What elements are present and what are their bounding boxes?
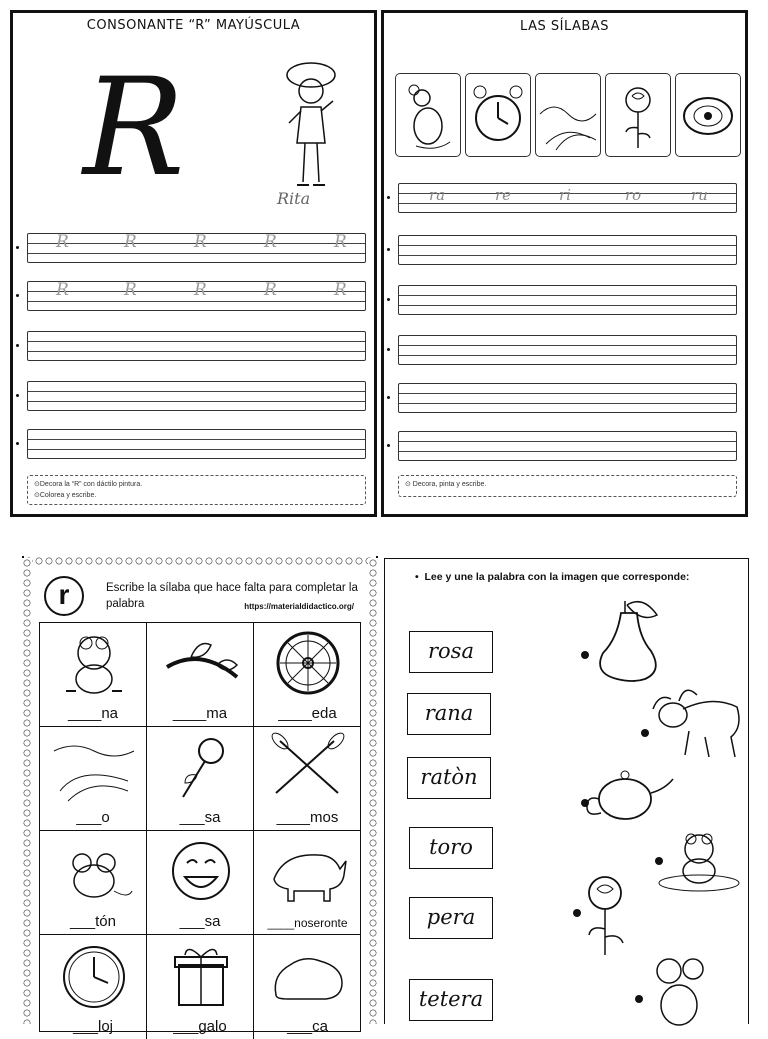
writing-line[interactable] [398, 235, 737, 265]
mouse-picture [395, 73, 461, 157]
grid-cell: ____noseronte [254, 831, 361, 935]
rhino-icon [268, 835, 348, 909]
writing-line[interactable] [27, 381, 366, 411]
river-icon [54, 731, 134, 805]
source-url: https://materialdidactico.org/ [244, 602, 354, 611]
clock-icon [54, 939, 134, 1013]
worksheet-missing-syllable [22, 556, 378, 1035]
grid-cell: ___sa [147, 831, 254, 935]
writing-line[interactable] [398, 285, 737, 315]
worksheet-syllables [381, 10, 748, 517]
page-title: LAS SÍLABAS [520, 19, 609, 34]
writing-line[interactable] [27, 331, 366, 361]
writing-line[interactable]: R R R R R [27, 233, 366, 263]
alarm-clock-picture [465, 73, 531, 157]
girl-illustration [271, 57, 351, 197]
page-title: CONSONANTE “R” MAYÚSCULA [86, 18, 301, 33]
laughing-face-icon [161, 835, 241, 909]
grid-cell: ____ma [147, 623, 254, 727]
match-dot[interactable] [581, 651, 589, 659]
grid-cell: ___galo [147, 935, 254, 1039]
river-picture [535, 73, 601, 157]
rose-icon [575, 869, 645, 959]
grid-cell: ___loj [40, 935, 147, 1039]
writing-line[interactable]: ra re ri ro ru [398, 183, 737, 213]
grid-cell: ___o [40, 727, 147, 831]
mouse-icon [54, 835, 134, 909]
writing-line[interactable] [27, 429, 366, 459]
worksheet-match-words [384, 558, 749, 1024]
letter-badge: r [44, 576, 84, 616]
bull-icon [643, 679, 743, 769]
scallop-border [368, 558, 378, 1024]
mouse-icon [639, 951, 729, 1025]
grid-cell: ____mos [254, 727, 361, 831]
frog-icon [655, 825, 745, 895]
rock-icon [268, 939, 348, 1013]
word-card-rana[interactable]: rana [407, 693, 491, 735]
exercise-heading: Escribe la sílaba que hace falta para completar la palabra [106, 582, 358, 610]
pear-icon [591, 593, 671, 683]
roulette-picture [675, 73, 741, 157]
rose-picture [605, 73, 671, 157]
word-card-rosa[interactable]: rosa [409, 631, 493, 673]
exercise-heading: • Lee y une la palabra con la imagen que corresponde: [415, 571, 690, 583]
instructions-box: ⊙ Decora, pinta y escribe. [398, 475, 737, 497]
word-card-pera[interactable]: pera [409, 897, 493, 939]
big-cursive-r: R [83, 49, 185, 206]
oars-icon [268, 731, 348, 805]
grid-cell: ____eda [254, 623, 361, 727]
grid-cell: ____na [40, 623, 147, 727]
word-card-raton[interactable]: ratòn [407, 757, 491, 799]
grid-cell: ___ca [254, 935, 361, 1039]
gift-icon [161, 939, 241, 1013]
word-card-tetera[interactable]: tetera [409, 979, 493, 1021]
scallop-border [24, 556, 376, 566]
writing-line[interactable] [398, 335, 737, 365]
frog-icon [54, 627, 134, 701]
character-caption: Rita [277, 189, 311, 208]
rose-icon [161, 731, 241, 805]
teapot-icon [585, 763, 675, 827]
writing-line[interactable]: R R R R R [27, 281, 366, 311]
branch-icon [161, 627, 241, 701]
scallop-border [22, 558, 32, 1024]
grid-cell: ___tón [40, 831, 147, 935]
wheel-icon [268, 627, 348, 701]
instructions-box: ⊙Decora la “R” con dáctilo pintura. ⊙Colorea y escribe. [27, 475, 366, 505]
writing-line[interactable] [398, 431, 737, 461]
writing-line[interactable] [398, 383, 737, 413]
worksheet-uppercase-r [10, 10, 377, 517]
grid-cell: ___sa [147, 727, 254, 831]
picture-grid [39, 622, 361, 1035]
word-card-toro[interactable]: toro [409, 827, 493, 869]
